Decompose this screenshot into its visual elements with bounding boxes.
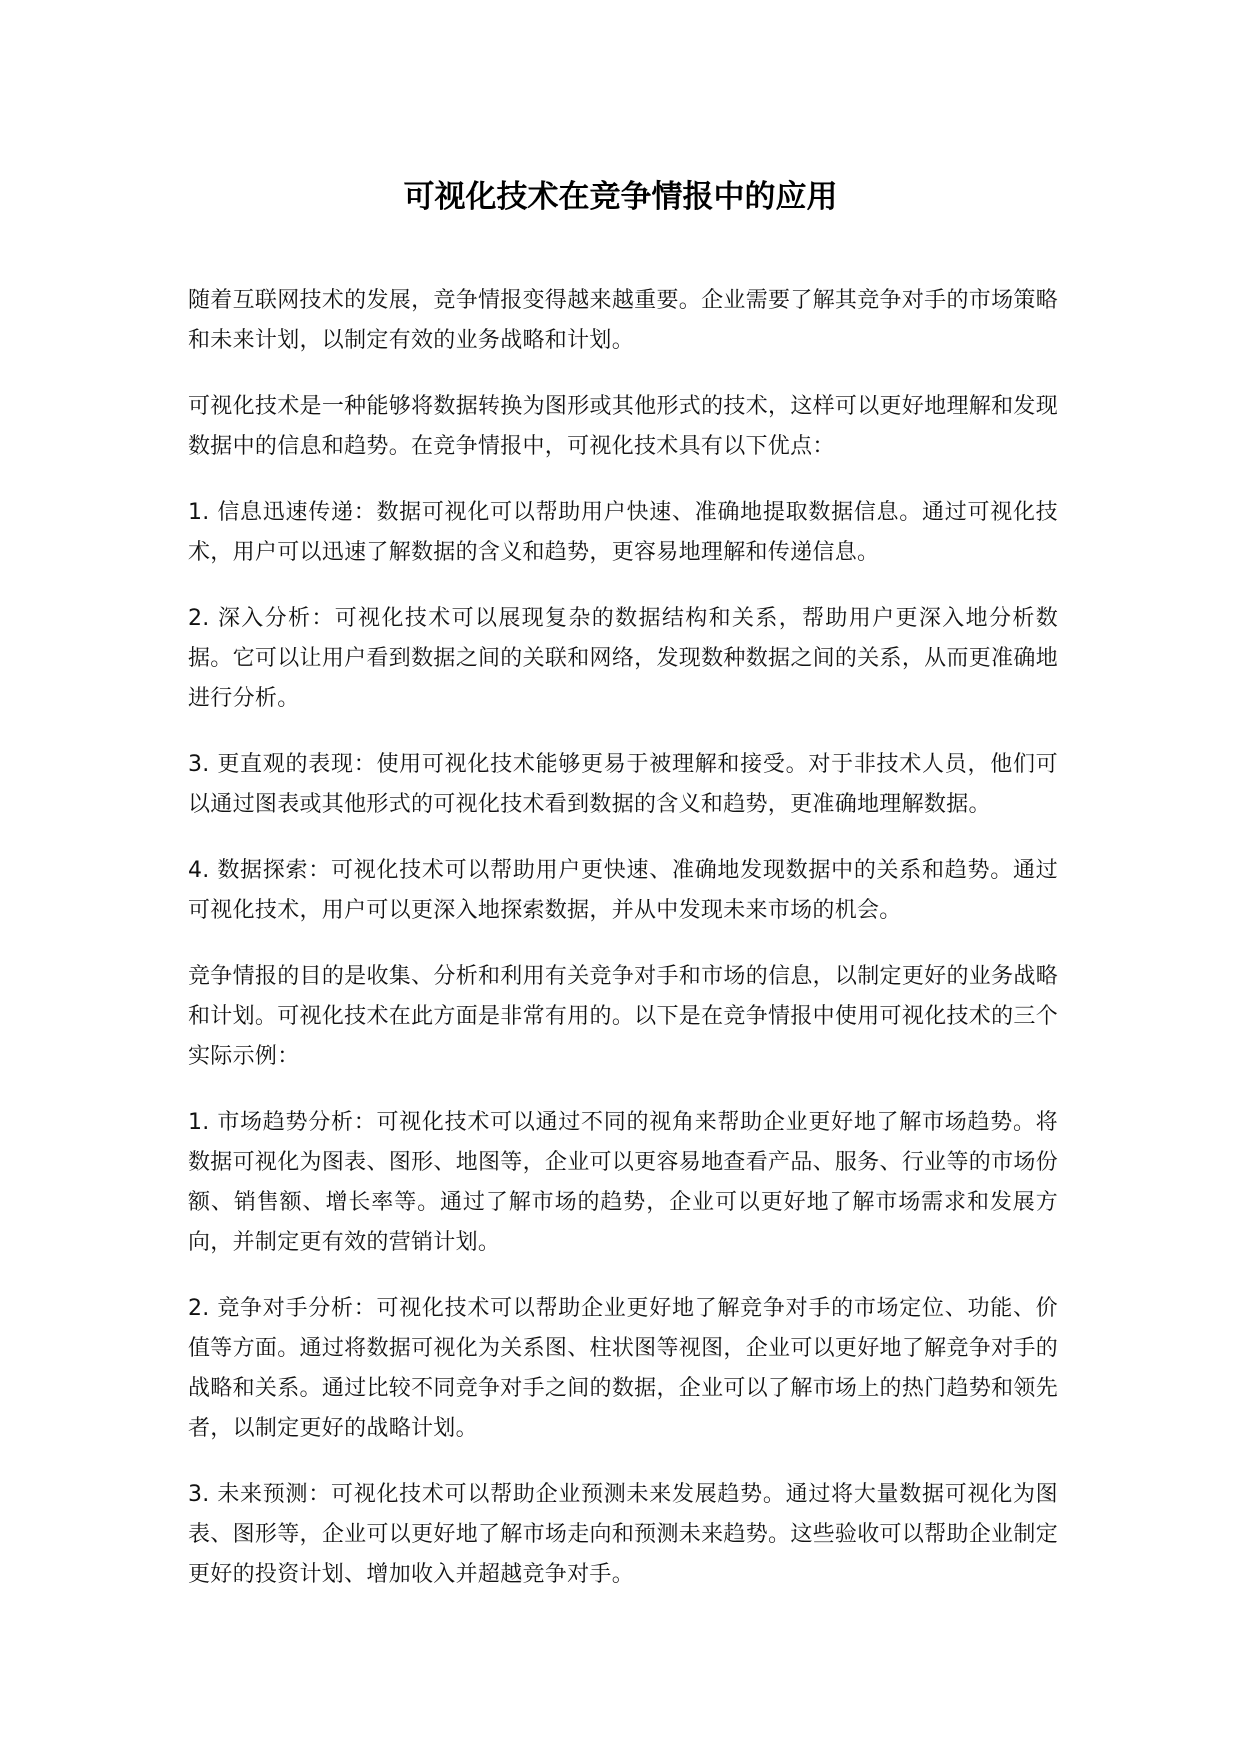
document-body (188, 281, 1058, 1621)
list-item-advantage-1: 1. 信息迅速传递：数据可视化可以帮助用户快速、准确地提取数据信息。通过可视化技术，用户可以迅速了解数据的含义和趋势，更容易地理解和传递信息。 (188, 500, 1058, 565)
list-item-example-1: 1. 市场趋势分析：可视化技术可以通过不同的视角来帮助企业更好地了解市场趋势。将数据可视化为图表、图形、地图等，企业可以更容易地查看产品、服务、行业等的市场份额、销售额、增长率等。通过了解市场的趋势，企业可以更好地了解市场需求和发展方向，并制定更有效的营销计划。 (188, 1110, 1058, 1255)
list-item-advantage-4: 4. 数据探索：可视化技术可以帮助用户更快速、准确地发现数据中的关系和趋势。通过可视化技术，用户可以更深入地探索数据，并从中发现未来市场的机会。 (188, 858, 1058, 923)
list-item-example-2: 2. 竞争对手分析：可视化技术可以帮助企业更好地了解竞争对手的市场定位、功能、价值等方面。通过将数据可视化为关系图、柱状图等视图，企业可以更好地了解竞争对手的战略和关系。通过比较不同竞争对手之间的数据，企业可以了解市场上的热门趋势和领先者，以制定更好的战略计划。 (188, 1296, 1058, 1441)
list-item-advantage-3: 3. 更直观的表现：使用可视化技术能够更易于被理解和接受。对于非技术人员，他们可以通过图表或其他形式的可视化技术看到数据的含义和趋势，更准确地理解数据。 (188, 752, 1058, 817)
list-item-example-3: 3. 未来预测：可视化技术可以帮助企业预测未来发展趋势。通过将大量数据可视化为图表、图形等，企业可以更好地了解市场走向和预测未来趋势。这些验收可以帮助企业制定更好的投资计划、增加收入并超越竞争对手。 (188, 1482, 1058, 1587)
paragraph-purpose: 竞争情报的目的是收集、分析和利用有关竞争对手和市场的信息，以制定更好的业务战略和计划。可视化技术在此方面是非常有用的。以下是在竞争情报中使用可视化技术的三个实际示例： (188, 964, 1058, 1069)
document-title: 可视化技术在竞争情报中的应用 (403, 179, 838, 215)
paragraph-intro: 随着互联网技术的发展，竞争情报变得越来越重要。企业需要了解其竞争对手的市场策略和未来计划，以制定有效的业务战略和计划。 (188, 288, 1058, 353)
list-item-advantage-2: 2. 深入分析：可视化技术可以展现复杂的数据结构和关系，帮助用户更深入地分析数据。它可以让用户看到数据之间的关联和网络，发现数种数据之间的关系，从而更准确地进行分析。 (188, 606, 1058, 711)
paragraph-definition: 可视化技术是一种能够将数据转换为图形或其他形式的技术，这样可以更好地理解和发现数据中的信息和趋势。在竞争情报中，可视化技术具有以下优点： (188, 394, 1058, 459)
